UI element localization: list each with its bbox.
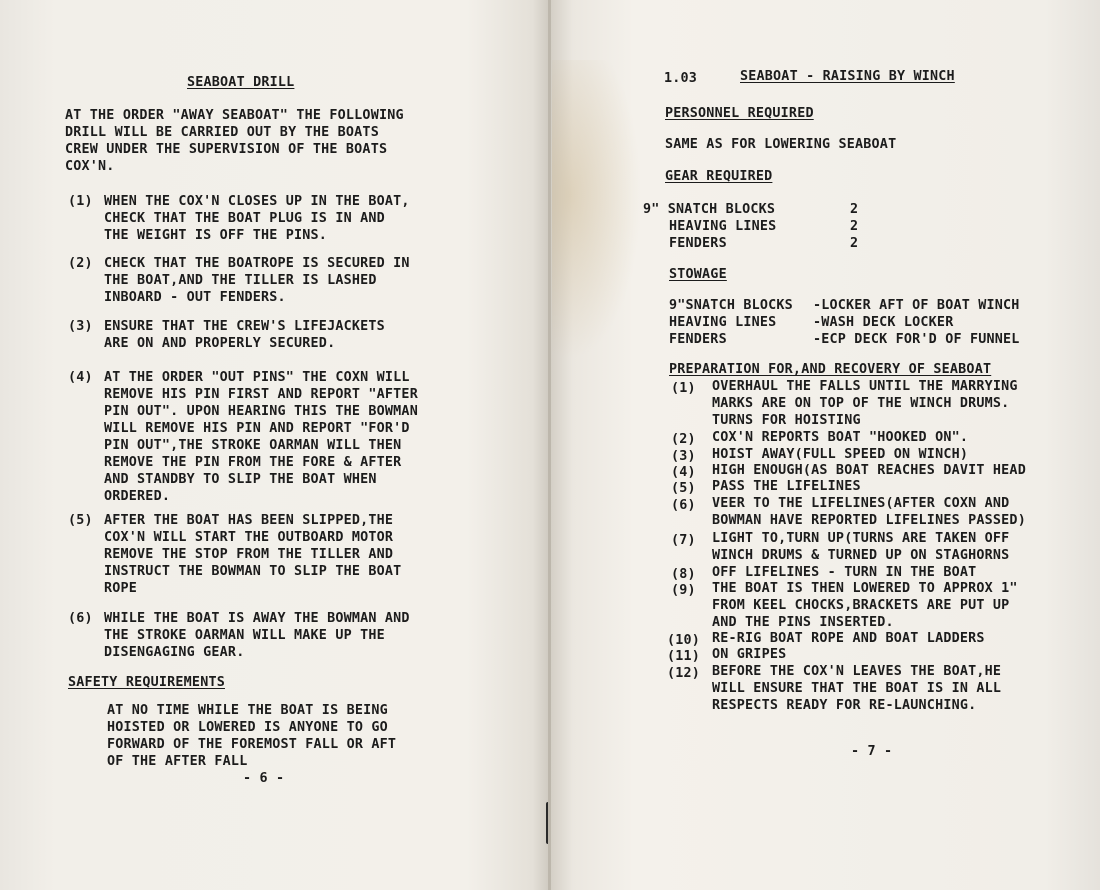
stowage-heading: STOWAGE <box>669 267 727 282</box>
intro-line: COX'N. <box>65 159 115 174</box>
step-line: COX'N WILL START THE OUTBOARD MOTOR <box>104 530 394 545</box>
step-number: (4) <box>671 465 696 480</box>
step-line: RE-RIG BOAT ROPE AND BOAT LADDERS <box>712 631 985 646</box>
intro-line: AT THE ORDER "AWAY SEABOAT" THE FOLLOWING <box>65 108 404 123</box>
step-number: (5) <box>671 481 696 496</box>
step-number: (1) <box>68 194 93 209</box>
step-line: PIN OUT". UPON HEARING THIS THE BOWMAN <box>104 404 418 419</box>
step-number: (3) <box>68 319 93 334</box>
step-line: LIGHT TO,TURN UP(TURNS ARE TAKEN OFF <box>712 531 1010 546</box>
step-line: AFTER THE BOAT HAS BEEN SLIPPED,THE <box>104 513 394 528</box>
step-line: INBOARD - OUT FENDERS. <box>104 290 286 305</box>
page-number-right: - 7 - <box>851 744 893 759</box>
safety-heading: SAFETY REQUIREMENTS <box>68 675 225 690</box>
step-line: PIN OUT",THE STROKE OARMAN WILL THEN <box>104 438 402 453</box>
step-line: WILL REMOVE HIS PIN AND REPORT "FOR'D <box>104 421 410 436</box>
step-line: TURNS FOR HOISTING <box>712 413 861 428</box>
intro-line: DRILL WILL BE CARRIED OUT BY THE BOATS <box>65 125 379 140</box>
step-number: (5) <box>68 513 93 528</box>
step-number: (8) <box>671 567 696 582</box>
safety-line: OF THE AFTER FALL <box>107 754 248 769</box>
step-line: DISENGAGING GEAR. <box>104 645 245 660</box>
step-line: THE STROKE OARMAN WILL MAKE UP THE <box>104 628 385 643</box>
step-line: AT THE ORDER "OUT PINS" THE COXN WILL <box>104 370 410 385</box>
step-number: (4) <box>68 370 93 385</box>
step-line: WINCH DRUMS & TURNED UP ON STAGHORNS <box>712 548 1010 563</box>
step-line: BOWMAN HAVE REPORTED LIFELINES PASSED) <box>712 513 1026 528</box>
step-line: HOIST AWAY(FULL SPEED ON WINCH) <box>712 447 969 462</box>
step-number: (7) <box>671 533 696 548</box>
step-number: (9) <box>671 583 696 598</box>
stowage-location: -ECP DECK FOR'D OF FUNNEL <box>813 332 1020 347</box>
step-line: ARE ON AND PROPERLY SECURED. <box>104 336 336 351</box>
step-line: AND STANDBY TO SLIP THE BOAT WHEN <box>104 472 377 487</box>
safety-line: FORWARD OF THE FOREMOST FALL OR AFT <box>107 737 397 752</box>
stowage-item: HEAVING LINES <box>669 315 777 330</box>
step-number: (2) <box>68 256 93 271</box>
gear-item: FENDERS <box>669 236 727 251</box>
step-number: (11) <box>667 649 701 664</box>
gear-item: HEAVING LINES <box>669 219 777 234</box>
step-line: AND THE PINS INSERTED. <box>712 615 894 630</box>
personnel-text: SAME AS FOR LOWERING SEABOAT <box>665 137 897 152</box>
personnel-heading: PERSONNEL REQUIRED <box>665 106 814 121</box>
step-line: PASS THE LIFELINES <box>712 479 861 494</box>
gear-item: 9" SNATCH BLOCKS <box>643 202 776 217</box>
step-line: CHECK THAT THE BOAT PLUG IS IN AND <box>104 211 385 226</box>
gear-qty: 2 <box>850 236 859 251</box>
step-number: (1) <box>671 381 696 396</box>
step-number: (2) <box>671 432 696 447</box>
step-line: ROPE <box>104 581 138 596</box>
step-line: ON GRIPES <box>712 647 787 662</box>
page-number-left: - 6 - <box>243 771 285 786</box>
step-line: THE BOAT IS THEN LOWERED TO APPROX 1" <box>712 581 1018 596</box>
section-number: 1.03 <box>664 71 698 86</box>
paper-stain <box>552 60 642 360</box>
step-line: WILL ENSURE THAT THE BOAT IS IN ALL <box>712 681 1002 696</box>
step-line: MARKS ARE ON TOP OF THE WINCH DRUMS. <box>712 396 1010 411</box>
step-line: INSTRUCT THE BOWMAN TO SLIP THE BOAT <box>104 564 402 579</box>
step-line: COX'N REPORTS BOAT "HOOKED ON". <box>712 430 969 445</box>
step-number: (3) <box>671 449 696 464</box>
preparation-heading: PREPARATION FOR,AND RECOVERY OF SEABOAT <box>669 362 992 377</box>
safety-line: HOISTED OR LOWERED IS ANYONE TO GO <box>107 720 388 735</box>
right-page-title: SEABOAT - RAISING BY WINCH <box>740 69 955 84</box>
step-line: REMOVE THE PIN FROM THE FORE & AFTER <box>104 455 402 470</box>
step-number: (12) <box>667 666 701 681</box>
left-page-title: SEABOAT DRILL <box>187 75 295 90</box>
stowage-item: FENDERS <box>669 332 727 347</box>
step-line: BEFORE THE COX'N LEAVES THE BOAT,HE <box>712 664 1002 679</box>
step-line: RESPECTS READY FOR RE-LAUNCHING. <box>712 698 977 713</box>
step-number: (10) <box>667 633 701 648</box>
step-line: VEER TO THE LIFELINES(AFTER COXN AND <box>712 496 1010 511</box>
left-page <box>0 0 549 890</box>
step-line: FROM KEEL CHOCKS,BRACKETS ARE PUT UP <box>712 598 1010 613</box>
step-line: WHEN THE COX'N CLOSES UP IN THE BOAT, <box>104 194 410 209</box>
step-line: OVERHAUL THE FALLS UNTIL THE MARRYING <box>712 379 1018 394</box>
step-line: WHILE THE BOAT IS AWAY THE BOWMAN AND <box>104 611 410 626</box>
step-number: (6) <box>68 611 93 626</box>
step-line: ORDERED. <box>104 489 171 504</box>
step-line: CHECK THAT THE BOATROPE IS SECURED IN <box>104 256 410 271</box>
stowage-location: -LOCKER AFT OF BOAT WINCH <box>813 298 1020 313</box>
gear-qty: 2 <box>850 219 859 234</box>
step-line: REMOVE THE STOP FROM THE TILLER AND <box>104 547 394 562</box>
gear-heading: GEAR REQUIRED <box>665 169 773 184</box>
step-number: (6) <box>671 498 696 513</box>
step-line: ENSURE THAT THE CREW'S LIFEJACKETS <box>104 319 385 334</box>
gear-qty: 2 <box>850 202 859 217</box>
step-line: REMOVE HIS PIN FIRST AND REPORT "AFTER <box>104 387 418 402</box>
step-line: THE BOAT,AND THE TILLER IS LASHED <box>104 273 377 288</box>
step-line: HIGH ENOUGH(AS BOAT REACHES DAVIT HEAD <box>712 463 1026 478</box>
step-line: OFF LIFELINES - TURN IN THE BOAT <box>712 565 977 580</box>
stowage-location: -WASH DECK LOCKER <box>813 315 954 330</box>
intro-line: CREW UNDER THE SUPERVISION OF THE BOATS <box>65 142 388 157</box>
safety-line: AT NO TIME WHILE THE BOAT IS BEING <box>107 703 388 718</box>
step-line: THE WEIGHT IS OFF THE PINS. <box>104 228 328 243</box>
stowage-item: 9"SNATCH BLOCKS <box>669 298 793 313</box>
